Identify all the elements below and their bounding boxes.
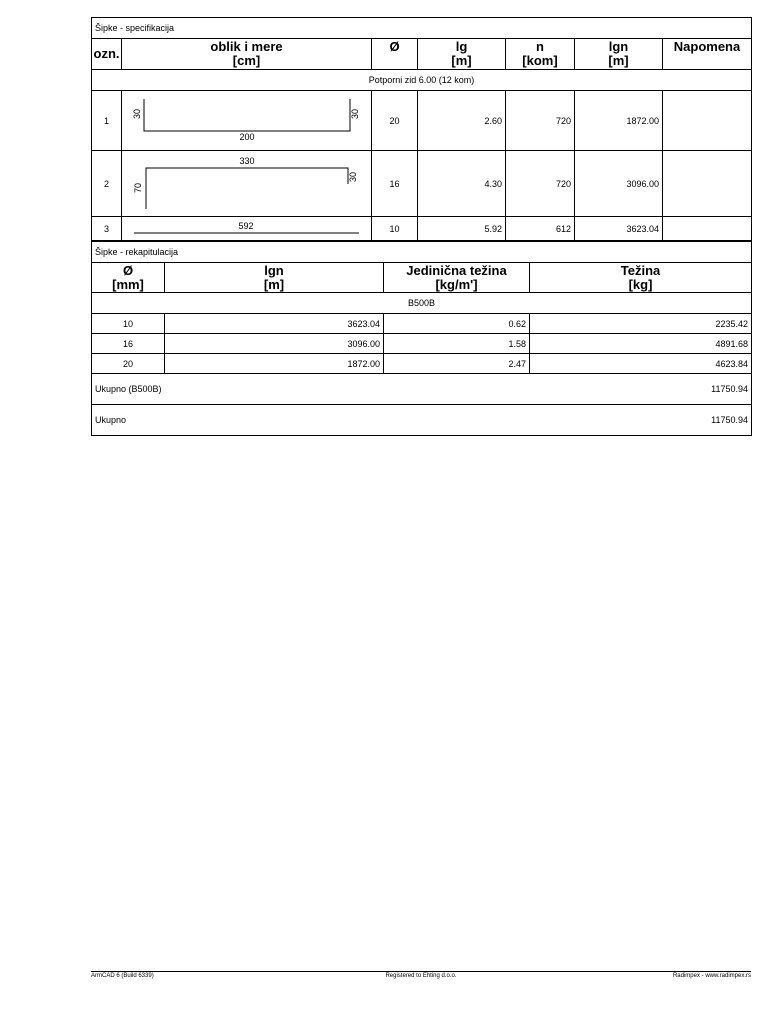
hdr-oblik: oblik i mere [cm] [122, 39, 372, 70]
total-label: Ukupno [92, 405, 384, 436]
hdr-lgn: lgn [m] [165, 263, 384, 293]
row-ozn: 1 [92, 91, 122, 151]
subtotal-value: 11750.94 [384, 374, 752, 405]
hdr-phi: Ø [372, 39, 418, 70]
hdr-n: n [kom] [506, 39, 575, 70]
recap-jed: 2.47 [384, 354, 530, 374]
hdr-ozn: ozn. [92, 39, 122, 70]
recap-phi: 20 [92, 354, 165, 374]
recap-tez: 2235.42 [530, 314, 752, 334]
total-row [92, 405, 752, 436]
row-n: 612 [506, 217, 575, 241]
dim-top: 330 [239, 156, 255, 166]
table-row [92, 334, 752, 354]
hdr-napomena: Napomena [663, 39, 752, 70]
subtotal-label: Ukupno (B500B) [92, 374, 384, 405]
spec-title: Šipke - specifikacija [92, 18, 752, 39]
recap-jed: 1.58 [384, 334, 530, 354]
recap-lgn: 3623.04 [165, 314, 384, 334]
recap-group: B500B [92, 293, 752, 314]
rebar-sheet [91, 17, 751, 436]
subtotal-row [92, 374, 752, 405]
recap-table [91, 241, 752, 436]
recap-title: Šipke - rekapitulacija [92, 242, 752, 263]
dim-left: 70 [133, 182, 143, 194]
dim-right: 30 [350, 108, 360, 120]
row-lgn: 3096.00 [575, 151, 663, 217]
spec-table [91, 17, 752, 241]
bar-shape-2 [122, 151, 372, 217]
table-row [92, 91, 752, 151]
row-ozn: 3 [92, 217, 122, 241]
total-value: 11750.94 [384, 405, 752, 436]
footer-middle: Registered to Ehting d.o.o. [385, 973, 457, 979]
row-n: 720 [506, 91, 575, 151]
row-lg: 2.60 [418, 91, 506, 151]
row-napomena [663, 91, 752, 151]
row-n: 720 [506, 151, 575, 217]
row-napomena [663, 151, 752, 217]
page-footer [91, 971, 751, 982]
table-row [92, 217, 752, 241]
row-phi: 16 [372, 151, 418, 217]
recap-phi: 16 [92, 334, 165, 354]
hdr-lgn: lgn [m] [575, 39, 663, 70]
row-phi: 20 [372, 91, 418, 151]
spec-group: Potporni zid 6.00 (12 kom) [92, 70, 752, 91]
footer-right: Radimpex - www.radimpex.rs [672, 973, 751, 979]
recap-tez: 4891.68 [530, 334, 752, 354]
row-ozn: 2 [92, 151, 122, 217]
hdr-jedinicna: Jedinična težina [kg/m'] [384, 263, 530, 293]
row-lgn: 3623.04 [575, 217, 663, 241]
recap-lgn: 3096.00 [165, 334, 384, 354]
recap-tez: 4623.84 [530, 354, 752, 374]
row-lg: 4.30 [418, 151, 506, 217]
row-phi: 10 [372, 217, 418, 241]
hdr-tezina: Težina [kg] [530, 263, 752, 293]
hdr-phi: Ø [mm] [92, 263, 165, 293]
recap-phi: 10 [92, 314, 165, 334]
table-row [92, 314, 752, 334]
dim-top: 592 [238, 221, 254, 231]
dim-right: 30 [348, 171, 358, 183]
row-napomena [663, 217, 752, 241]
row-lg: 5.92 [418, 217, 506, 241]
hdr-lg: lg [m] [418, 39, 506, 70]
table-row [92, 354, 752, 374]
footer-left: ArmCAD 6 (Build 6339) [91, 973, 154, 979]
dim-bottom: 200 [239, 132, 255, 142]
bar-shape-1 [122, 91, 372, 151]
row-lgn: 1872.00 [575, 91, 663, 151]
bar-shape-3 [122, 217, 372, 241]
recap-lgn: 1872.00 [165, 354, 384, 374]
dim-left: 30 [132, 108, 142, 120]
table-row [92, 151, 752, 217]
recap-jed: 0.62 [384, 314, 530, 334]
